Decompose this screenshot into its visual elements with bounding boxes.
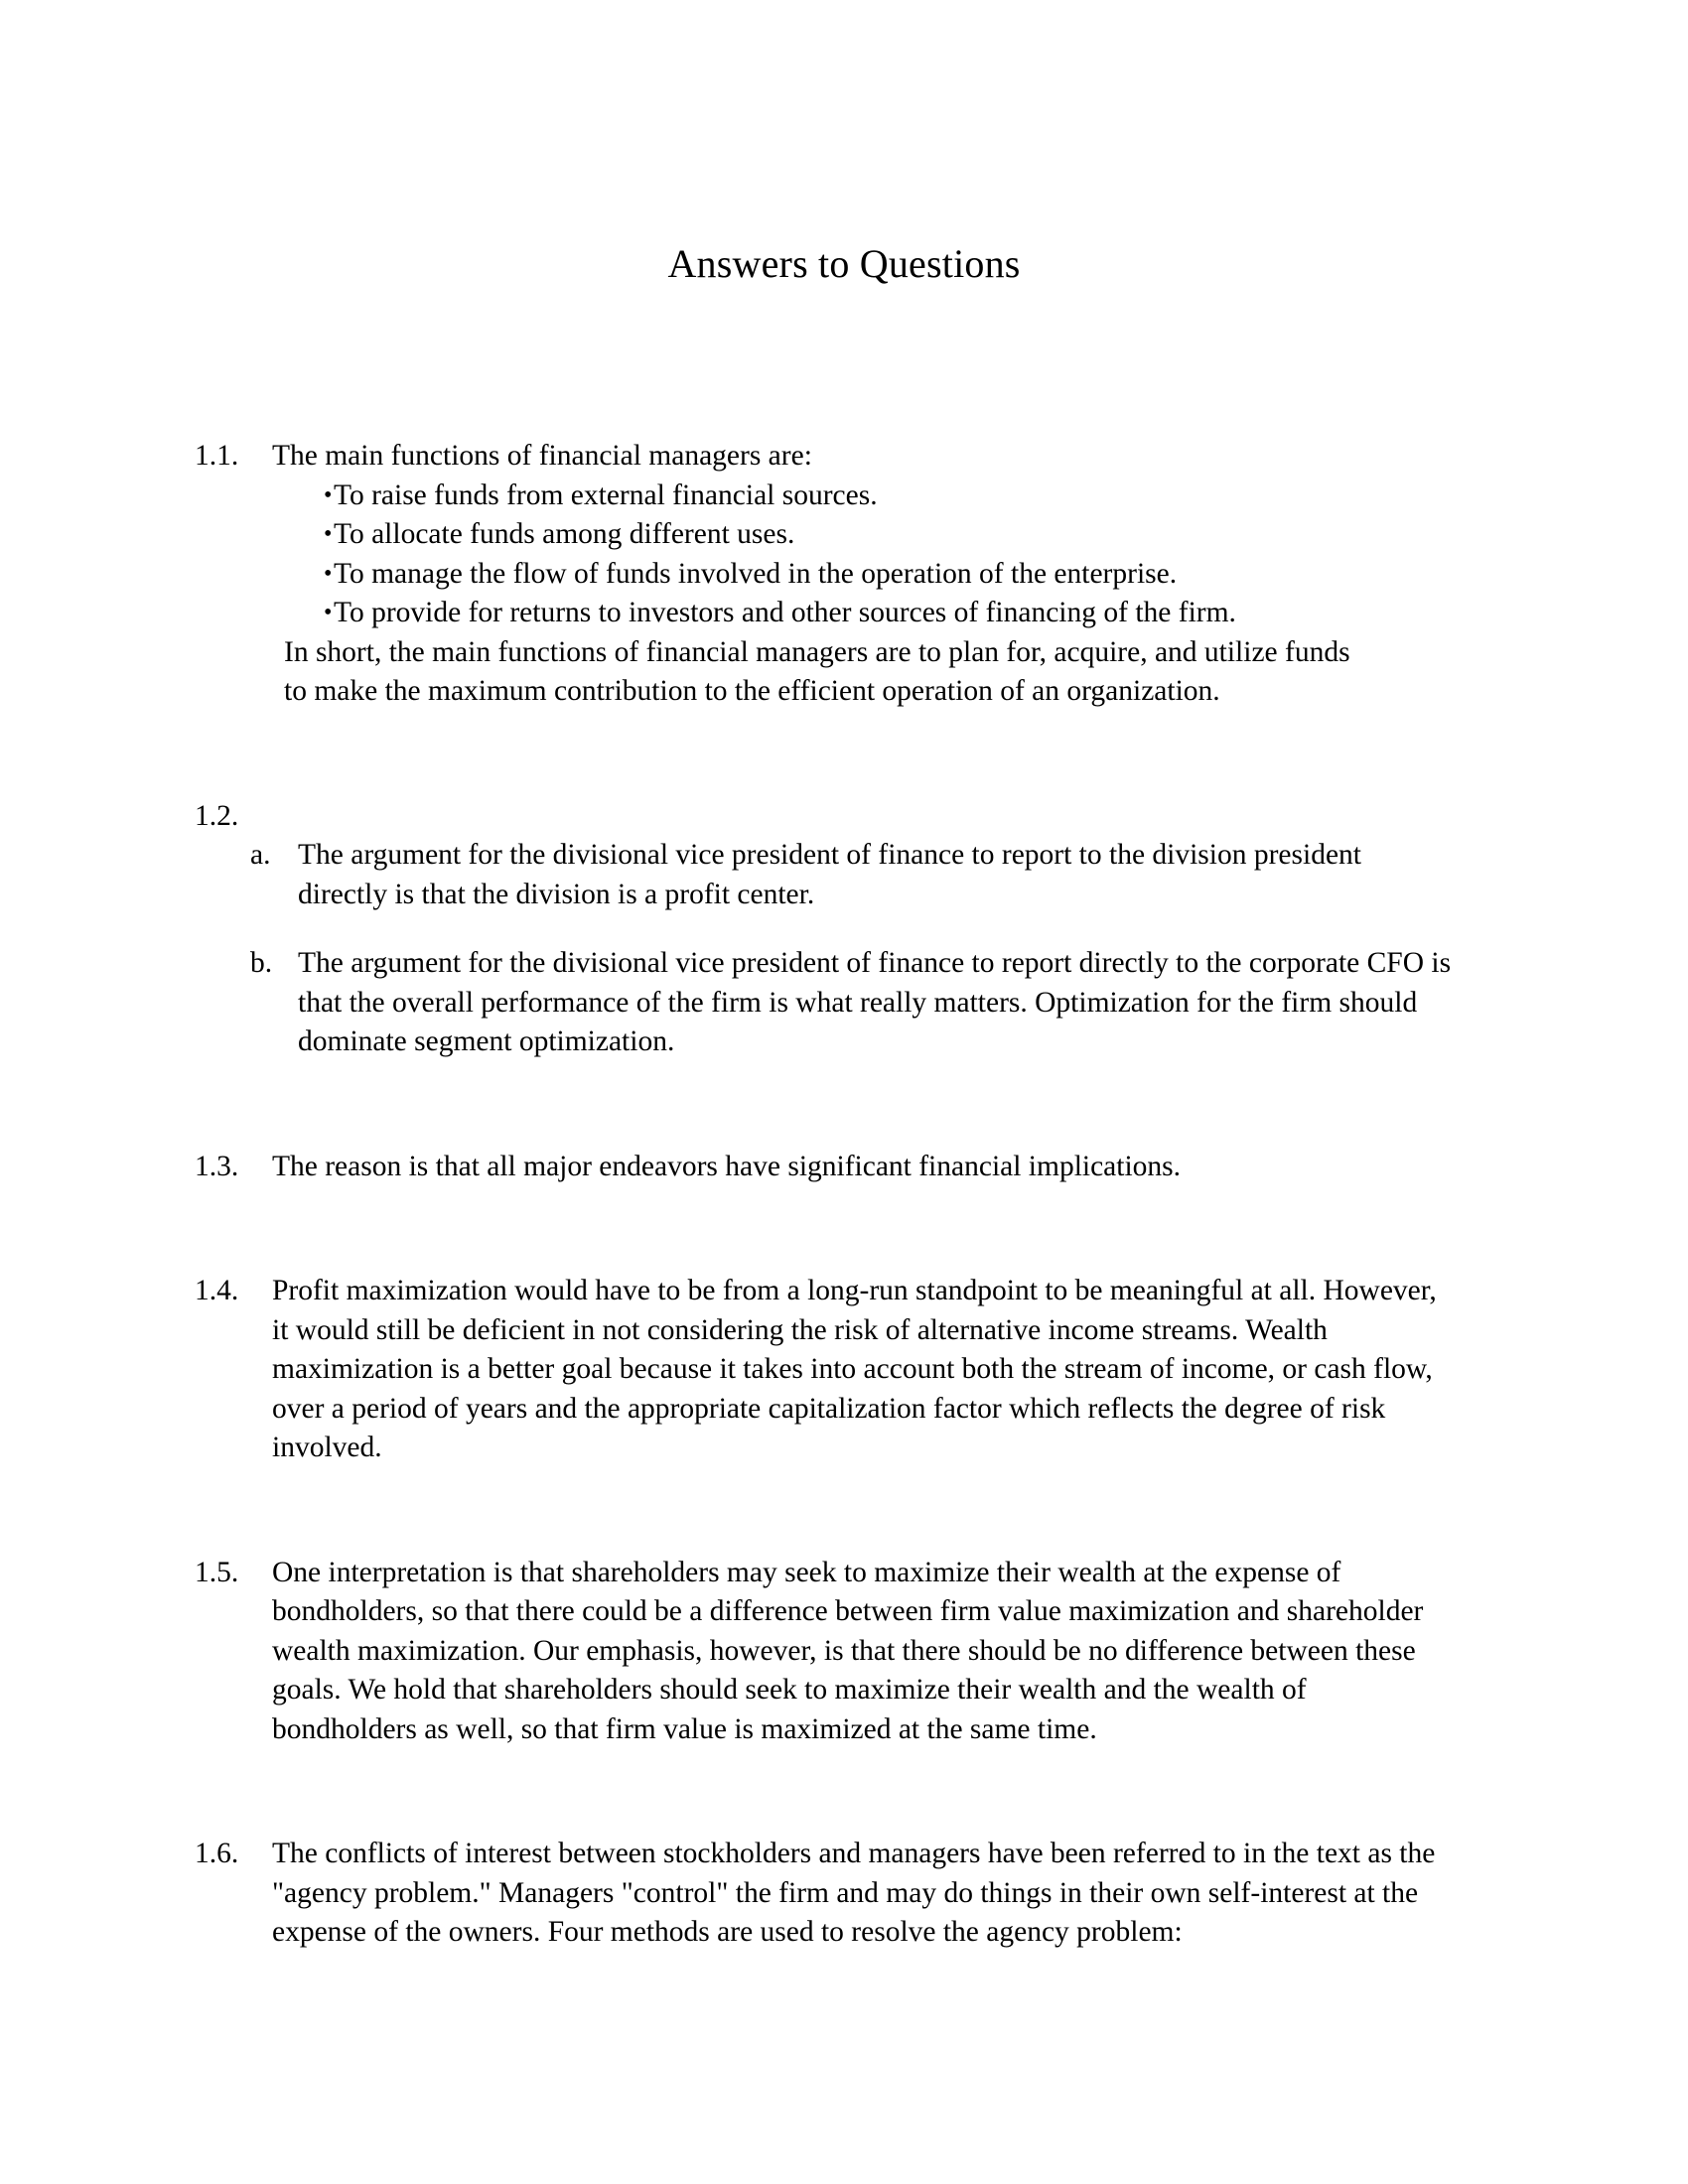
question-number: 1.5. bbox=[195, 1556, 239, 1588]
question-closing-paragraph bbox=[272, 633, 1456, 712]
question-item-1-5 bbox=[195, 1554, 1456, 1750]
bullet-icon: • bbox=[324, 481, 333, 508]
question-item-1-2 bbox=[195, 797, 1456, 837]
question-number: 1.2. bbox=[195, 799, 239, 832]
question-item-1-4 bbox=[195, 1272, 1456, 1468]
page-title: Answers to Questions bbox=[667, 241, 1021, 286]
spacer bbox=[195, 1749, 1456, 1835]
list-item bbox=[272, 477, 1456, 516]
spacer bbox=[195, 712, 1456, 797]
spacer bbox=[195, 1186, 1456, 1272]
question-body bbox=[272, 1272, 1456, 1468]
bullet-icon: • bbox=[324, 600, 333, 625]
bullet-icon: • bbox=[324, 560, 333, 587]
question-text: The reason is that all major endeavors have significant financial implications. bbox=[272, 1150, 1182, 1182]
list-item bbox=[272, 515, 1456, 555]
list-item-label: To raise funds from external financial sources. bbox=[334, 478, 878, 511]
list-item bbox=[195, 944, 1456, 1062]
lettered-sublist bbox=[195, 836, 1456, 1062]
question-item-1-6 bbox=[195, 1835, 1456, 1953]
list-item-label: To manage the flow of funds involved in the operation of the enterprise. bbox=[334, 557, 1178, 590]
question-number: 1.1. bbox=[195, 440, 239, 472]
spacer bbox=[195, 914, 1456, 944]
list-item-label: The argument for the divisional vice president of finance to report to the division president directly is that the division is a profit center. bbox=[298, 839, 1361, 910]
bullet-icon: • bbox=[324, 521, 333, 547]
question-lead-text bbox=[272, 797, 1456, 837]
closing-line-first: In short, the main functions of financial managers are to plan for, acquire, and utilize funds bbox=[284, 635, 1350, 668]
question-body bbox=[272, 1835, 1456, 1953]
question-body bbox=[272, 437, 1456, 712]
closing-line-second: to make the maximum contribution to the efficient operation of an organization. bbox=[284, 675, 1220, 707]
list-item-marker: b. bbox=[250, 947, 273, 979]
question-body bbox=[272, 1148, 1456, 1187]
list-item bbox=[195, 836, 1456, 914]
spacer bbox=[195, 1468, 1456, 1554]
question-number: 1.4. bbox=[195, 1275, 239, 1306]
question-text: One interpretation is that shareholders may seek to maximize their wealth at the expense of bondholders, so that there could be a difference between firm value maximization and shareholder wealth maximization. Our emphasis, however, is that there should be no difference between these goals. We hold that shareholders should seek to maximize their wealth and the wealth of bondholders as well, so that firm value is maximized at the same time. bbox=[272, 1556, 1424, 1745]
question-lead-text: The main functions of financial managers are: bbox=[272, 440, 812, 472]
spacer bbox=[195, 1062, 1456, 1148]
question-text: The conflicts of interest between stockholders and managers have been referred to in the text as the "agency problem." Managers "control" the firm and may do things in their own self-interest at the expense of the owners. Four methods are used to resolve the agency problem: bbox=[272, 1838, 1436, 1948]
question-item-1-1 bbox=[195, 437, 1456, 712]
question-text: Profit maximization would have to be from a long-run standpoint to be meaningful at all. However, it would still be deficient in not considering the risk of alternative income streams. Wealth maximization is a better goal because it takes into account both the stream of income, or cash flow, over a period of years and the appropriate capitalization factor which reflects the degree of risk involved. bbox=[272, 1275, 1437, 1463]
question-item-1-3 bbox=[195, 1148, 1456, 1187]
question-body bbox=[272, 797, 1456, 837]
list-item bbox=[272, 555, 1456, 595]
document-body bbox=[195, 437, 1456, 1953]
list-item bbox=[272, 594, 1456, 633]
question-number: 1.3. bbox=[195, 1150, 239, 1182]
question-body bbox=[272, 1554, 1456, 1750]
question-number: 1.6. bbox=[195, 1838, 239, 1869]
list-item-marker: a. bbox=[250, 839, 271, 871]
list-item-label: To provide for returns to investors and other sources of financing of the firm. bbox=[334, 597, 1236, 628]
list-item-label: The argument for the divisional vice president of finance to report directly to the corporate CFO is that the overall performance of the firm is what really matters. Optimization for the firm should dominate segment optimization. bbox=[298, 947, 1452, 1057]
bullet-list bbox=[272, 477, 1456, 633]
list-item-label: To allocate funds among different uses. bbox=[334, 518, 795, 550]
